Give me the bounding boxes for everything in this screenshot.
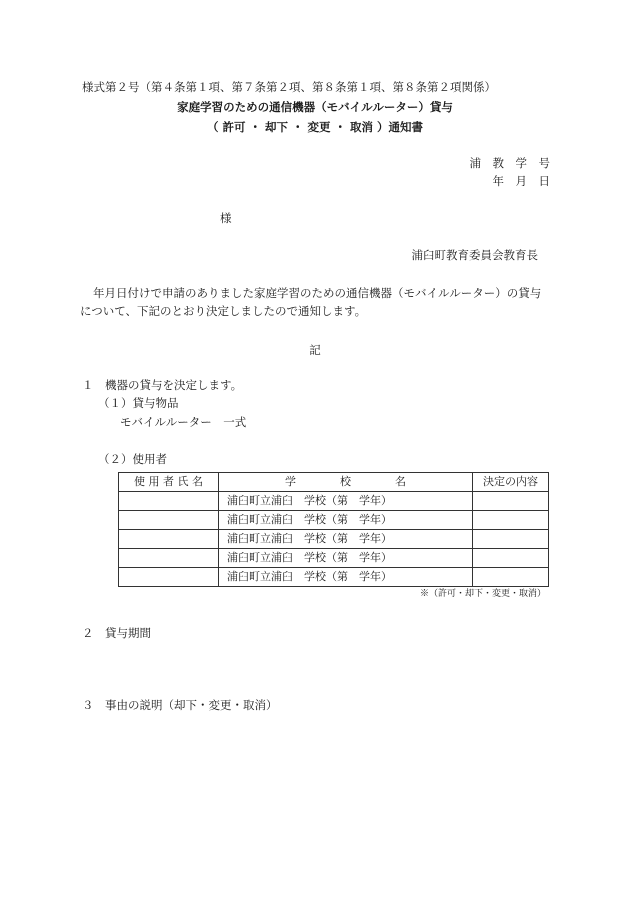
school-cell: 浦臼町立浦臼 学校（第 学年） xyxy=(219,492,473,511)
form-reference: 様式第２号（第４条第１項、第７条第２項、第８条第１項、第８条第２項関係） xyxy=(82,80,496,94)
section-1-heading: １ 機器の貸与を決定します。 xyxy=(82,378,243,392)
school-cell: 浦臼町立浦臼 学校（第 学年） xyxy=(219,549,473,568)
body-line-1: 年月日付けで申請のありました家庭学習のための通信機器（モバイルルーター）の貸与 xyxy=(93,286,542,300)
title-line-2: （ 許可 ・ 却下 ・ 変更 ・ 取消 ）通知書 xyxy=(206,120,424,134)
header-decision: 決定の内容 xyxy=(473,473,549,492)
section-2-heading: ２ 貸与期間 xyxy=(82,626,151,640)
document-number: 浦 教 学 号 xyxy=(469,156,550,170)
decision-cell xyxy=(473,530,549,549)
loan-item: モバイルルーター 一式 xyxy=(120,415,247,429)
user-name-cell xyxy=(119,568,219,587)
issuer: 浦臼町教育委員会教育長 xyxy=(411,248,538,262)
ki-heading: 記 xyxy=(309,343,321,357)
table-row xyxy=(119,511,549,530)
section-1-subheading-items: （１）貸与物品 xyxy=(98,396,179,410)
school-cell: 浦臼町立浦臼 学校（第 学年） xyxy=(219,511,473,530)
table-row xyxy=(119,549,549,568)
body-line-2: について、下記のとおり決定しましたので通知します。 xyxy=(80,304,367,318)
decision-cell xyxy=(473,511,549,530)
school-cell: 浦臼町立浦臼 学校（第 学年） xyxy=(219,530,473,549)
school-cell: 浦臼町立浦臼 学校（第 学年） xyxy=(219,568,473,587)
addressee-suffix: 様 xyxy=(220,211,232,225)
table-note: ※（許可・却下・変更・取消） xyxy=(419,589,546,599)
table-row xyxy=(119,492,549,511)
user-name-cell xyxy=(119,530,219,549)
decision-cell xyxy=(473,492,549,511)
decision-cell xyxy=(473,568,549,587)
section-1-subheading-users: （２）使用者 xyxy=(98,452,167,466)
header-user-name: 使 用 者 氏 名 xyxy=(119,473,219,492)
table-row xyxy=(119,568,549,587)
section-3-heading: ３ 事由の説明（却下・変更・取消） xyxy=(82,698,278,712)
title-line-1: 家庭学習のための通信機器（モバイルルーター）貸与 xyxy=(177,100,453,114)
user-name-cell xyxy=(119,492,219,511)
table-header-row xyxy=(119,473,549,492)
users-table xyxy=(118,472,549,587)
table-row xyxy=(119,530,549,549)
user-name-cell xyxy=(119,549,219,568)
header-school-name: 学 校 名 xyxy=(219,473,473,492)
decision-cell xyxy=(473,549,549,568)
user-name-cell xyxy=(119,511,219,530)
document-date: 年 月 日 xyxy=(492,174,550,188)
